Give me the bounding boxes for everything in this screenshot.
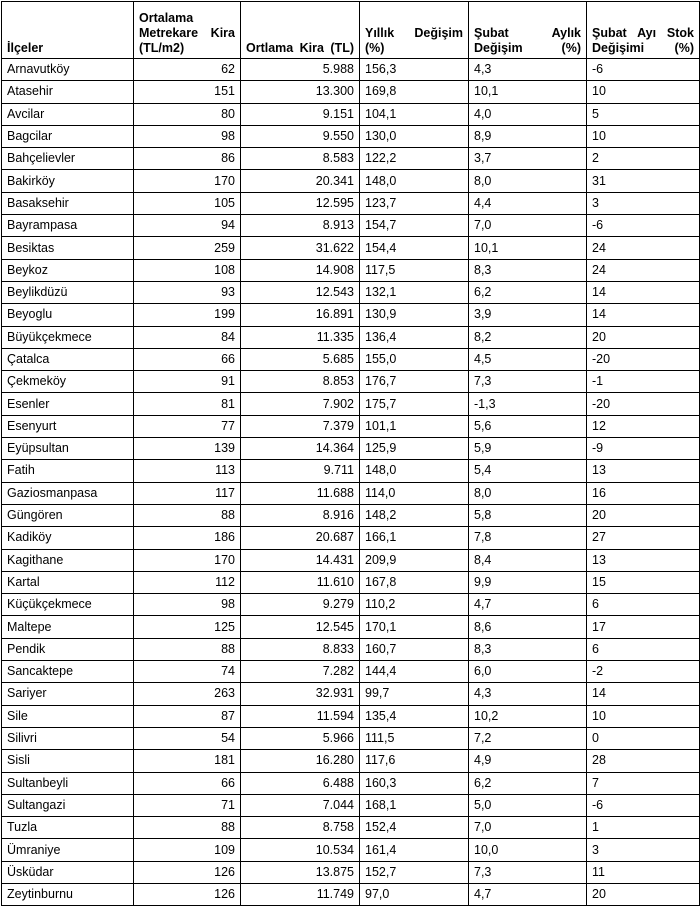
annual-change-cell: 122,2 bbox=[360, 148, 469, 170]
avg-sqm-rent-cell: 86 bbox=[134, 148, 241, 170]
district-cell: Bahçelievler bbox=[2, 148, 134, 170]
annual-change-cell: 166,1 bbox=[360, 527, 469, 549]
avg-sqm-rent-cell: 109 bbox=[134, 839, 241, 861]
avg-sqm-rent-cell: 170 bbox=[134, 170, 241, 192]
feb-stock-change-cell: 17 bbox=[587, 616, 700, 638]
avg-sqm-rent-cell: 105 bbox=[134, 192, 241, 214]
feb-monthly-change-cell: 8,2 bbox=[469, 326, 587, 348]
feb-monthly-change-cell: 9,9 bbox=[469, 571, 587, 593]
avg-rent-cell: 11.335 bbox=[241, 326, 360, 348]
table-row bbox=[2, 281, 700, 303]
feb-stock-change-cell: -9 bbox=[587, 438, 700, 460]
feb-stock-change-cell: 13 bbox=[587, 460, 700, 482]
district-cell: Ümraniye bbox=[2, 839, 134, 861]
district-cell: Bayrampasa bbox=[2, 215, 134, 237]
avg-rent-cell: 13.875 bbox=[241, 861, 360, 883]
avg-sqm-rent-cell: 88 bbox=[134, 504, 241, 526]
avg-sqm-rent-cell: 84 bbox=[134, 326, 241, 348]
avg-sqm-rent-cell: 88 bbox=[134, 817, 241, 839]
avg-rent-cell: 16.891 bbox=[241, 304, 360, 326]
annual-change-cell: 136,4 bbox=[360, 326, 469, 348]
avg-rent-cell: 11.610 bbox=[241, 571, 360, 593]
avg-sqm-rent-cell: 94 bbox=[134, 215, 241, 237]
feb-monthly-change-cell: 7,8 bbox=[469, 527, 587, 549]
avg-rent-cell: 11.594 bbox=[241, 705, 360, 727]
avg-sqm-rent-cell: 77 bbox=[134, 415, 241, 437]
feb-stock-change-cell: 12 bbox=[587, 415, 700, 437]
feb-stock-change-cell: 20 bbox=[587, 883, 700, 905]
header-feb-monthly-change: Şubat Aylık Değişim (%) bbox=[469, 2, 587, 59]
avg-sqm-rent-cell: 112 bbox=[134, 571, 241, 593]
district-cell: Esenler bbox=[2, 393, 134, 415]
feb-stock-change-cell: -20 bbox=[587, 348, 700, 370]
feb-stock-change-cell: -6 bbox=[587, 794, 700, 816]
district-cell: Beyoglu bbox=[2, 304, 134, 326]
avg-sqm-rent-cell: 66 bbox=[134, 772, 241, 794]
feb-monthly-change-cell: 4,0 bbox=[469, 103, 587, 125]
district-cell: Kartal bbox=[2, 571, 134, 593]
avg-rent-cell: 8.916 bbox=[241, 504, 360, 526]
avg-rent-cell: 8.583 bbox=[241, 148, 360, 170]
header-district: İlçeler bbox=[2, 2, 134, 59]
avg-sqm-rent-cell: 170 bbox=[134, 549, 241, 571]
feb-monthly-change-cell: 7,3 bbox=[469, 371, 587, 393]
avg-sqm-rent-cell: 199 bbox=[134, 304, 241, 326]
table-row bbox=[2, 549, 700, 571]
annual-change-cell: 111,5 bbox=[360, 727, 469, 749]
table-row bbox=[2, 883, 700, 905]
table-row bbox=[2, 750, 700, 772]
feb-stock-change-cell: 3 bbox=[587, 839, 700, 861]
feb-stock-change-cell: -20 bbox=[587, 393, 700, 415]
avg-sqm-rent-cell: 66 bbox=[134, 348, 241, 370]
annual-change-cell: 110,2 bbox=[360, 594, 469, 616]
feb-monthly-change-cell: 6,2 bbox=[469, 281, 587, 303]
avg-rent-cell: 5.685 bbox=[241, 348, 360, 370]
annual-change-cell: 156,3 bbox=[360, 59, 469, 81]
annual-change-cell: 130,0 bbox=[360, 125, 469, 147]
avg-rent-cell: 8.833 bbox=[241, 638, 360, 660]
table-row bbox=[2, 594, 700, 616]
feb-monthly-change-cell: 4,9 bbox=[469, 750, 587, 772]
avg-sqm-rent-cell: 125 bbox=[134, 616, 241, 638]
avg-rent-cell: 9.151 bbox=[241, 103, 360, 125]
district-cell: Beykoz bbox=[2, 259, 134, 281]
feb-stock-change-cell: 14 bbox=[587, 281, 700, 303]
table-row bbox=[2, 237, 700, 259]
avg-sqm-rent-cell: 181 bbox=[134, 750, 241, 772]
avg-rent-cell: 7.902 bbox=[241, 393, 360, 415]
header-avg-rent: Ortlama Kira (TL) bbox=[241, 2, 360, 59]
avg-sqm-rent-cell: 263 bbox=[134, 683, 241, 705]
avg-sqm-rent-cell: 186 bbox=[134, 527, 241, 549]
feb-monthly-change-cell: 8,4 bbox=[469, 549, 587, 571]
feb-monthly-change-cell: 4,3 bbox=[469, 59, 587, 81]
annual-change-cell: 176,7 bbox=[360, 371, 469, 393]
header-row bbox=[2, 2, 700, 59]
annual-change-cell: 175,7 bbox=[360, 393, 469, 415]
table-row bbox=[2, 415, 700, 437]
avg-rent-cell: 32.931 bbox=[241, 683, 360, 705]
district-cell: Atasehir bbox=[2, 81, 134, 103]
table-row bbox=[2, 794, 700, 816]
avg-rent-cell: 16.280 bbox=[241, 750, 360, 772]
feb-stock-change-cell: 5 bbox=[587, 103, 700, 125]
avg-sqm-rent-cell: 54 bbox=[134, 727, 241, 749]
feb-stock-change-cell: 7 bbox=[587, 772, 700, 794]
annual-change-cell: 99,7 bbox=[360, 683, 469, 705]
table-row bbox=[2, 571, 700, 593]
annual-change-cell: 125,9 bbox=[360, 438, 469, 460]
table-row bbox=[2, 125, 700, 147]
avg-sqm-rent-cell: 87 bbox=[134, 705, 241, 727]
annual-change-cell: 170,1 bbox=[360, 616, 469, 638]
table-row bbox=[2, 839, 700, 861]
district-cell: Esenyurt bbox=[2, 415, 134, 437]
annual-change-cell: 160,7 bbox=[360, 638, 469, 660]
table-row bbox=[2, 371, 700, 393]
feb-monthly-change-cell: 7,3 bbox=[469, 861, 587, 883]
avg-rent-cell: 8.913 bbox=[241, 215, 360, 237]
table-body bbox=[2, 59, 700, 906]
feb-monthly-change-cell: 4,7 bbox=[469, 883, 587, 905]
table-row bbox=[2, 482, 700, 504]
feb-stock-change-cell: 15 bbox=[587, 571, 700, 593]
avg-rent-cell: 20.341 bbox=[241, 170, 360, 192]
annual-change-cell: 114,0 bbox=[360, 482, 469, 504]
table-row bbox=[2, 326, 700, 348]
table-row bbox=[2, 527, 700, 549]
district-cell: Beylikdüzü bbox=[2, 281, 134, 303]
district-cell: Avcilar bbox=[2, 103, 134, 125]
avg-sqm-rent-cell: 71 bbox=[134, 794, 241, 816]
table-row bbox=[2, 638, 700, 660]
feb-stock-change-cell: 14 bbox=[587, 304, 700, 326]
avg-sqm-rent-cell: 98 bbox=[134, 125, 241, 147]
feb-monthly-change-cell: 4,7 bbox=[469, 594, 587, 616]
district-cell: Sile bbox=[2, 705, 134, 727]
avg-rent-cell: 5.966 bbox=[241, 727, 360, 749]
district-cell: Güngören bbox=[2, 504, 134, 526]
feb-monthly-change-cell: 5,8 bbox=[469, 504, 587, 526]
avg-rent-cell: 10.534 bbox=[241, 839, 360, 861]
avg-sqm-rent-cell: 91 bbox=[134, 371, 241, 393]
feb-stock-change-cell: -6 bbox=[587, 215, 700, 237]
feb-monthly-change-cell: 8,6 bbox=[469, 616, 587, 638]
district-cell: Fatih bbox=[2, 460, 134, 482]
avg-rent-cell: 9.279 bbox=[241, 594, 360, 616]
avg-sqm-rent-cell: 98 bbox=[134, 594, 241, 616]
table-row bbox=[2, 59, 700, 81]
district-cell: Bakirköy bbox=[2, 170, 134, 192]
annual-change-cell: 101,1 bbox=[360, 415, 469, 437]
annual-change-cell: 168,1 bbox=[360, 794, 469, 816]
avg-rent-cell: 14.431 bbox=[241, 549, 360, 571]
avg-sqm-rent-cell: 88 bbox=[134, 638, 241, 660]
annual-change-cell: 154,4 bbox=[360, 237, 469, 259]
avg-sqm-rent-cell: 139 bbox=[134, 438, 241, 460]
table-row bbox=[2, 705, 700, 727]
table-row bbox=[2, 103, 700, 125]
table-row bbox=[2, 192, 700, 214]
district-cell: Sancaktepe bbox=[2, 661, 134, 683]
district-cell: Eyüpsultan bbox=[2, 438, 134, 460]
annual-change-cell: 144,4 bbox=[360, 661, 469, 683]
avg-sqm-rent-cell: 74 bbox=[134, 661, 241, 683]
feb-monthly-change-cell: 7,0 bbox=[469, 817, 587, 839]
table-row bbox=[2, 727, 700, 749]
feb-monthly-change-cell: 7,0 bbox=[469, 215, 587, 237]
feb-stock-change-cell: 6 bbox=[587, 594, 700, 616]
avg-rent-cell: 12.595 bbox=[241, 192, 360, 214]
table-row bbox=[2, 348, 700, 370]
avg-rent-cell: 9.550 bbox=[241, 125, 360, 147]
table-row bbox=[2, 259, 700, 281]
feb-monthly-change-cell: 10,2 bbox=[469, 705, 587, 727]
avg-rent-cell: 14.364 bbox=[241, 438, 360, 460]
annual-change-cell: 167,8 bbox=[360, 571, 469, 593]
avg-sqm-rent-cell: 113 bbox=[134, 460, 241, 482]
table-row bbox=[2, 861, 700, 883]
feb-stock-change-cell: 16 bbox=[587, 482, 700, 504]
avg-sqm-rent-cell: 126 bbox=[134, 883, 241, 905]
feb-monthly-change-cell: 6,0 bbox=[469, 661, 587, 683]
feb-monthly-change-cell: 5,9 bbox=[469, 438, 587, 460]
feb-stock-change-cell: 20 bbox=[587, 326, 700, 348]
feb-stock-change-cell: 31 bbox=[587, 170, 700, 192]
table-row bbox=[2, 170, 700, 192]
table-row bbox=[2, 772, 700, 794]
district-cell: Çatalca bbox=[2, 348, 134, 370]
district-cell: Sisli bbox=[2, 750, 134, 772]
district-cell: Bagcilar bbox=[2, 125, 134, 147]
avg-sqm-rent-cell: 108 bbox=[134, 259, 241, 281]
rent-table bbox=[1, 1, 700, 906]
district-cell: Tuzla bbox=[2, 817, 134, 839]
feb-monthly-change-cell: 8,0 bbox=[469, 482, 587, 504]
avg-rent-cell: 8.853 bbox=[241, 371, 360, 393]
feb-stock-change-cell: 13 bbox=[587, 549, 700, 571]
avg-rent-cell: 7.044 bbox=[241, 794, 360, 816]
feb-monthly-change-cell: 4,5 bbox=[469, 348, 587, 370]
feb-monthly-change-cell: -1,3 bbox=[469, 393, 587, 415]
feb-stock-change-cell: -2 bbox=[587, 661, 700, 683]
annual-change-cell: 160,3 bbox=[360, 772, 469, 794]
feb-stock-change-cell: 24 bbox=[587, 237, 700, 259]
feb-stock-change-cell: -1 bbox=[587, 371, 700, 393]
district-cell: Arnavutköy bbox=[2, 59, 134, 81]
avg-sqm-rent-cell: 93 bbox=[134, 281, 241, 303]
avg-sqm-rent-cell: 62 bbox=[134, 59, 241, 81]
avg-rent-cell: 11.749 bbox=[241, 883, 360, 905]
annual-change-cell: 152,4 bbox=[360, 817, 469, 839]
annual-change-cell: 209,9 bbox=[360, 549, 469, 571]
table-row bbox=[2, 148, 700, 170]
feb-monthly-change-cell: 10,0 bbox=[469, 839, 587, 861]
district-cell: Kagithane bbox=[2, 549, 134, 571]
annual-change-cell: 97,0 bbox=[360, 883, 469, 905]
table-row bbox=[2, 817, 700, 839]
avg-rent-cell: 12.545 bbox=[241, 616, 360, 638]
annual-change-cell: 132,1 bbox=[360, 281, 469, 303]
avg-rent-cell: 5.988 bbox=[241, 59, 360, 81]
annual-change-cell: 161,4 bbox=[360, 839, 469, 861]
annual-change-cell: 155,0 bbox=[360, 348, 469, 370]
district-cell: Çekmeköy bbox=[2, 371, 134, 393]
feb-stock-change-cell: 0 bbox=[587, 727, 700, 749]
annual-change-cell: 169,8 bbox=[360, 81, 469, 103]
annual-change-cell: 148,0 bbox=[360, 460, 469, 482]
feb-stock-change-cell: 2 bbox=[587, 148, 700, 170]
annual-change-cell: 123,7 bbox=[360, 192, 469, 214]
table-row bbox=[2, 661, 700, 683]
avg-rent-cell: 7.282 bbox=[241, 661, 360, 683]
annual-change-cell: 148,0 bbox=[360, 170, 469, 192]
feb-stock-change-cell: 11 bbox=[587, 861, 700, 883]
district-cell: Maltepe bbox=[2, 616, 134, 638]
district-cell: Pendik bbox=[2, 638, 134, 660]
annual-change-cell: 117,5 bbox=[360, 259, 469, 281]
feb-monthly-change-cell: 8,3 bbox=[469, 259, 587, 281]
feb-monthly-change-cell: 5,6 bbox=[469, 415, 587, 437]
header-avg-sqm-rent: Ortalama Metrekare Kira (TL/m2) bbox=[134, 2, 241, 59]
annual-change-cell: 130,9 bbox=[360, 304, 469, 326]
avg-sqm-rent-cell: 117 bbox=[134, 482, 241, 504]
district-cell: Üsküdar bbox=[2, 861, 134, 883]
feb-monthly-change-cell: 10,1 bbox=[469, 81, 587, 103]
district-cell: Büyükçekmece bbox=[2, 326, 134, 348]
district-cell: Sultanbeyli bbox=[2, 772, 134, 794]
avg-sqm-rent-cell: 80 bbox=[134, 103, 241, 125]
table-row bbox=[2, 683, 700, 705]
feb-stock-change-cell: 10 bbox=[587, 705, 700, 727]
feb-stock-change-cell: 27 bbox=[587, 527, 700, 549]
avg-rent-cell: 12.543 bbox=[241, 281, 360, 303]
district-cell: Besiktas bbox=[2, 237, 134, 259]
table-row bbox=[2, 438, 700, 460]
table-row bbox=[2, 304, 700, 326]
feb-stock-change-cell: 20 bbox=[587, 504, 700, 526]
avg-rent-cell: 9.711 bbox=[241, 460, 360, 482]
feb-monthly-change-cell: 5,4 bbox=[469, 460, 587, 482]
avg-sqm-rent-cell: 259 bbox=[134, 237, 241, 259]
avg-rent-cell: 7.379 bbox=[241, 415, 360, 437]
feb-monthly-change-cell: 3,9 bbox=[469, 304, 587, 326]
avg-rent-cell: 11.688 bbox=[241, 482, 360, 504]
district-cell: Zeytinburnu bbox=[2, 883, 134, 905]
district-cell: Gaziosmanpasa bbox=[2, 482, 134, 504]
feb-stock-change-cell: 10 bbox=[587, 81, 700, 103]
avg-rent-cell: 31.622 bbox=[241, 237, 360, 259]
avg-rent-cell: 20.687 bbox=[241, 527, 360, 549]
annual-change-cell: 152,7 bbox=[360, 861, 469, 883]
annual-change-cell: 117,6 bbox=[360, 750, 469, 772]
district-cell: Silivri bbox=[2, 727, 134, 749]
district-cell: Basaksehir bbox=[2, 192, 134, 214]
avg-rent-cell: 6.488 bbox=[241, 772, 360, 794]
feb-stock-change-cell: 24 bbox=[587, 259, 700, 281]
district-cell: Küçükçekmece bbox=[2, 594, 134, 616]
table-row bbox=[2, 81, 700, 103]
avg-rent-cell: 8.758 bbox=[241, 817, 360, 839]
feb-monthly-change-cell: 8,3 bbox=[469, 638, 587, 660]
feb-stock-change-cell: 28 bbox=[587, 750, 700, 772]
table-row bbox=[2, 460, 700, 482]
feb-stock-change-cell: 10 bbox=[587, 125, 700, 147]
avg-sqm-rent-cell: 151 bbox=[134, 81, 241, 103]
feb-monthly-change-cell: 3,7 bbox=[469, 148, 587, 170]
feb-stock-change-cell: 3 bbox=[587, 192, 700, 214]
district-cell: Sultangazi bbox=[2, 794, 134, 816]
avg-sqm-rent-cell: 126 bbox=[134, 861, 241, 883]
header-annual-change: Yıllık Değişim (%) bbox=[360, 2, 469, 59]
table-row bbox=[2, 616, 700, 638]
feb-stock-change-cell: 6 bbox=[587, 638, 700, 660]
table-row bbox=[2, 393, 700, 415]
feb-stock-change-cell: 14 bbox=[587, 683, 700, 705]
avg-rent-cell: 14.908 bbox=[241, 259, 360, 281]
header-feb-stock-change: Şubat Ayı Stok Değişimi (%) bbox=[587, 2, 700, 59]
avg-sqm-rent-cell: 81 bbox=[134, 393, 241, 415]
feb-monthly-change-cell: 4,4 bbox=[469, 192, 587, 214]
feb-monthly-change-cell: 4,3 bbox=[469, 683, 587, 705]
feb-monthly-change-cell: 8,9 bbox=[469, 125, 587, 147]
avg-rent-cell: 13.300 bbox=[241, 81, 360, 103]
annual-change-cell: 154,7 bbox=[360, 215, 469, 237]
annual-change-cell: 104,1 bbox=[360, 103, 469, 125]
feb-monthly-change-cell: 8,0 bbox=[469, 170, 587, 192]
feb-stock-change-cell: 1 bbox=[587, 817, 700, 839]
district-cell: Kadiköy bbox=[2, 527, 134, 549]
feb-monthly-change-cell: 6,2 bbox=[469, 772, 587, 794]
feb-monthly-change-cell: 7,2 bbox=[469, 727, 587, 749]
table-row bbox=[2, 215, 700, 237]
feb-monthly-change-cell: 10,1 bbox=[469, 237, 587, 259]
feb-stock-change-cell: -6 bbox=[587, 59, 700, 81]
feb-monthly-change-cell: 5,0 bbox=[469, 794, 587, 816]
annual-change-cell: 135,4 bbox=[360, 705, 469, 727]
table-row bbox=[2, 504, 700, 526]
annual-change-cell: 148,2 bbox=[360, 504, 469, 526]
district-cell: Sariyer bbox=[2, 683, 134, 705]
